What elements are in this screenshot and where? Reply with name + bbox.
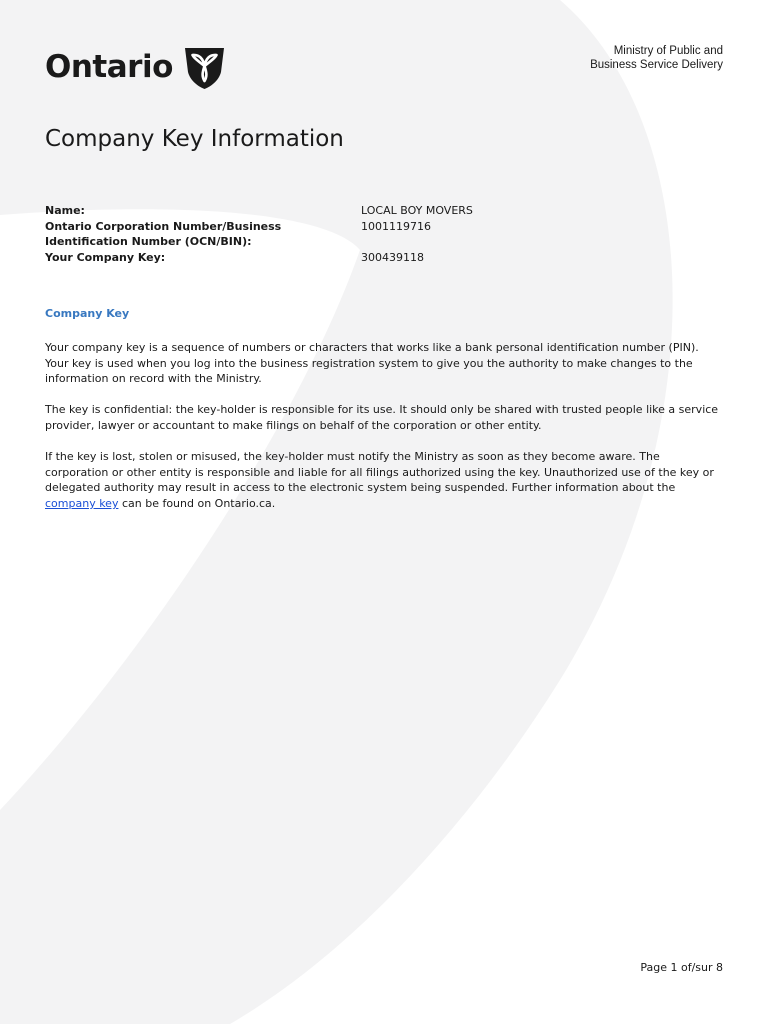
trillium-icon bbox=[181, 44, 228, 91]
ministry-line-1: Ministry of Public and bbox=[613, 45, 723, 57]
info-row-name bbox=[45, 203, 725, 219]
company-key-value: 300439118 bbox=[361, 250, 424, 264]
paragraph-1: Your company key is a sequence of numbers or characters that works like a bank personal identification number (PIN). Your key is used when you log into the business registration system to give you the authority to make changes to the information on record with the Ministry. bbox=[45, 341, 699, 386]
company-info-table bbox=[45, 203, 725, 265]
ministry-line-2: Business Service Delivery bbox=[590, 59, 723, 71]
section-body bbox=[45, 340, 725, 527]
ocn-value: 1001119716 bbox=[361, 219, 431, 233]
paragraph-3-start: If the key is lost, stolen or misused, the key-holder must notify the Ministry as soon as they become aware. The corporation or other entity is responsible and liable for all filings authorized using the key. Unauthorized use of the key or delegated authority may result in access to the electronic system being suspended. Further information about the bbox=[45, 450, 714, 495]
page-number: Page 1 of/sur 8 bbox=[640, 961, 723, 974]
info-row-company-key bbox=[45, 250, 725, 266]
paragraph-3 bbox=[45, 449, 725, 511]
ocn-label: Ontario Corporation Number/Business Identification Number (OCN/BIN): bbox=[45, 219, 282, 248]
info-row-ocn bbox=[45, 219, 725, 250]
logo-wordmark: Ontario bbox=[45, 49, 173, 85]
paragraph-3-end: can be found on Ontario.ca. bbox=[118, 496, 276, 510]
company-key-label: Your Company Key: bbox=[45, 250, 166, 264]
name-label: Name: bbox=[45, 204, 85, 217]
name-value: LOCAL BOY MOVERS bbox=[361, 204, 473, 217]
page-title: Company Key Information bbox=[45, 126, 344, 152]
ontario-logo bbox=[45, 44, 228, 91]
company-key-link[interactable]: company key bbox=[45, 496, 119, 510]
paragraph-2: The key is confidential: the key-holder is responsible for its use. It should only be shared with trusted people like a service provider, lawyer or accountant to make filings on behalf of the corporation or other entity. bbox=[45, 403, 719, 432]
section-heading: Company Key bbox=[45, 307, 130, 320]
ministry-name bbox=[590, 44, 723, 72]
